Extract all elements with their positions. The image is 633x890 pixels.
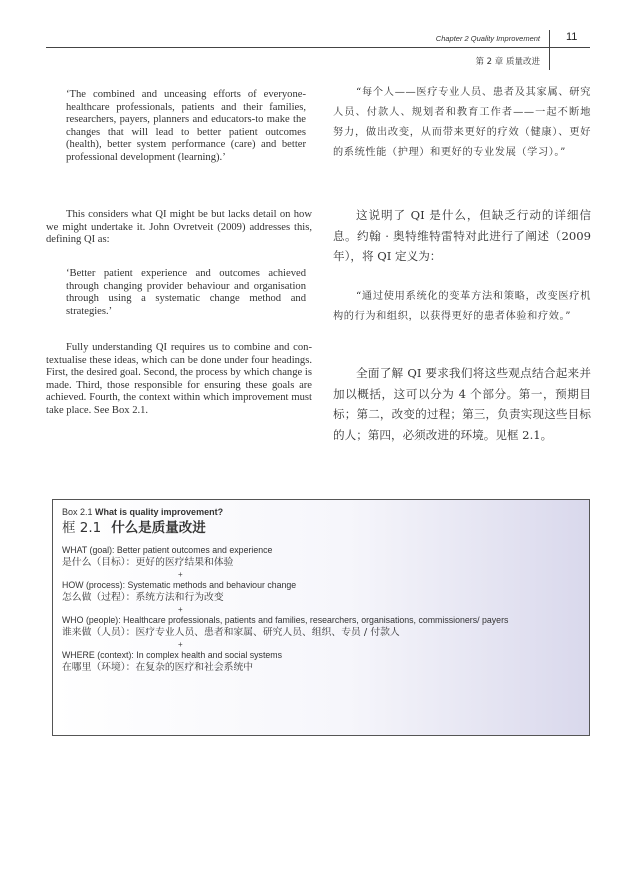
box-item-cn: 在哪里（环境）：在复杂的医疗和社会系统中 [62, 662, 254, 673]
chinese-column-para1 [333, 205, 591, 267]
quote-1-en: ‘The combined and unceasing efforts of everyone-healthcare professionals, patients and their families, researchers, payers, planners and educators-to make the changes that will lead to better patient outcomes (health), better system performance (care) and better professional development (learning).’ [66, 89, 306, 163]
running-head-en: Chapter 2 Quality Improvement [435, 34, 540, 43]
header-divider [549, 30, 550, 70]
box-label-cn: 框 2.1 [62, 520, 102, 536]
box-item-what [62, 545, 579, 570]
paragraph-2-cn: 全面了解 QI 要求我们将这些观点结合起来并加以概括，这可以分为 4 个部分。第一，预期目标；第二，改变的过程；第三，负责实现这些目标的人；第四，必须改进的环境。见框 2.1。 [333, 366, 591, 442]
chinese-column-para2 [333, 363, 591, 445]
quote-2-en: ‘Better patient experience and outcomes achieved through changing provider behaviour and organisation through using a systematic change method and strategies.’ [66, 268, 306, 317]
paragraph-2-en: Fully understanding QI requires us to combine and con-textualise these ideas, which can be done under four headings. First, the desired goal. Second, the process by which change is made. Third, those responsible for ensuring these goals are achieved. Fourth, the context within which improvement must take place. See Box 2.1. [46, 342, 312, 416]
header-rule [46, 47, 590, 48]
box-item-en: WHAT (goal): Better patient outcomes and experience [62, 545, 273, 555]
box-title-cn [62, 519, 579, 538]
box-2-1 [52, 499, 590, 736]
running-head-cn: 第 2 章 质量改进 [475, 57, 540, 67]
paragraph-1-cn: 这说明了 QI 是什么，但缺乏行动的详细信息。约翰 · 奥特维特雷特对此进行了阐述（2009 年），将 QI 定义为： [333, 208, 591, 263]
box-item-who [62, 615, 579, 640]
plus-separator: + [178, 605, 183, 614]
english-column-para1 [46, 209, 312, 247]
page-number: 11 [566, 31, 578, 43]
quote-1-cn: “每个人——医疗专业人员、患者及其家属、研究人员、付款人、规划者和教育工作者——一起不断地努力，做出改变，从而带来更好的疗效（健康）、更好的系统性能（护理）和更好的专业发展（学习）。” [333, 87, 591, 158]
paragraph-1-en: This considers what QI might be but lacks detail on how we might undertake it. John Ovretveit (2009) addresses this, defining QI as: [46, 209, 312, 246]
box-item-cn: 怎么做（过程）：系统方法和行为改变 [62, 592, 224, 603]
plus-separator: + [178, 640, 183, 649]
english-column [46, 89, 312, 165]
quote-2-cn: “通过使用系统化的变革方法和策略，改变医疗机构的行为和组织，以获得更好的患者体验和疗效。” [333, 291, 591, 322]
chinese-column [333, 83, 591, 163]
box-item-cn: 是什么（目标）：更好的医疗结果和体验 [62, 557, 234, 568]
box-item-en: WHO (people): Healthcare professionals, patients and families, researchers, organisations, commissioners/ payers [62, 615, 509, 625]
plus-separator: + [178, 570, 183, 579]
box-item-where [62, 650, 579, 675]
box-title-en [62, 506, 579, 518]
english-column-quote2 [46, 268, 312, 318]
box-item-how [62, 580, 579, 605]
box-question-en: What is quality improvement? [95, 507, 224, 517]
box-item-en: HOW (process): Systematic methods and behaviour change [62, 580, 297, 590]
box-label-en: Box 2.1 [62, 507, 93, 517]
box-question-cn: 什么是质量改进 [111, 520, 206, 536]
box-item-en: WHERE (context): In complex health and social systems [62, 650, 283, 660]
box-item-cn: 谁来做（人员）：医疗专业人员、患者和家属、研究人员、组织、专员 / 付款人 [62, 627, 400, 638]
english-column-para2 [46, 342, 312, 418]
chinese-column-quote2 [333, 287, 591, 327]
